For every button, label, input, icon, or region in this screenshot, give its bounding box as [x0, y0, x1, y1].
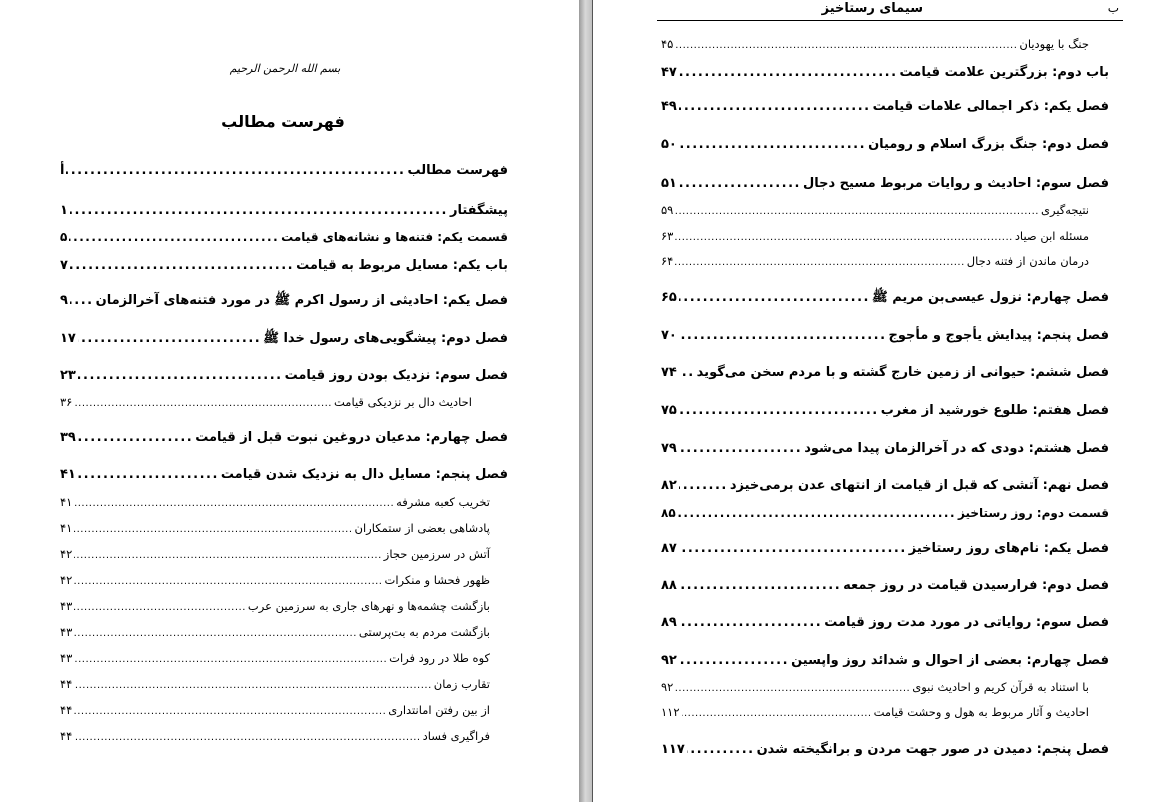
toc-subentry[interactable]: درمان ماندن از فتنه دجال ..... ۶۴ [661, 252, 1089, 272]
toc-entry[interactable]: فصل هفتم: طلوع خورشید از مغرب ..... ۷۵ [661, 402, 1109, 420]
toc-entry[interactable]: فصل سوم: احادیث و روایات مربوط مسیح دجال ..... ۵۱ [661, 175, 1109, 193]
running-title: سیمای رستاخیز [821, 1, 923, 16]
toc-entry[interactable]: باب یکم: مسایل مربوط به قیامت ..... ۷ [60, 257, 508, 275]
toc-subentry[interactable]: جنگ با یهودیان ..... ۴۵ [661, 35, 1089, 55]
toc-subentry[interactable]: احادیث دال بر نزدیکی قیامت ..... ۳۶ [60, 393, 472, 413]
toc-entry[interactable]: فصل سوم: روایاتی در مورد مدت روز قیامت ..... ۸۹ [661, 614, 1109, 632]
page-letter: ب [1107, 1, 1119, 15]
toc-entry[interactable]: فصل هشتم: دودی که در آخرالزمان پیدا می‌شود ..... ۷۹ [661, 440, 1109, 458]
toc-subentry[interactable]: پادشاهی بعضی از ستمکاران ..... ۴۱ [60, 519, 490, 539]
toc-entry[interactable]: فصل چهارم: مدعیان دروغین نبوت قبل از قیامت ..... ۳۹ [60, 429, 508, 447]
toc-entry[interactable]: فهرست مطالب ..... أ [60, 162, 508, 180]
toc-subentry[interactable]: تقارب زمان ..... ۴۴ [60, 675, 490, 695]
toc-entry[interactable]: فصل دوم: فرارسیدن قیامت در روز جمعه ..... ۸۸ [661, 577, 1109, 595]
right-page [593, 0, 1166, 802]
toc-subentry[interactable]: ظهور فحشا و منکرات ..... ۴۲ [60, 571, 490, 591]
toc-subentry[interactable]: با استناد به قرآن کریم و احادیث نبوی ..... ۹۲ [661, 678, 1089, 698]
toc-entry[interactable]: فصل ششم: حیوانی از زمین خارج گشته و با مردم سخن می‌گوید ..... ۷۴ [661, 364, 1109, 382]
bismillah: بسم الله الرحمن الرحیم [229, 62, 341, 75]
toc-entry[interactable]: قسمت یکم: فتنه‌ها و نشانه‌های قیامت ..... ۵ [60, 228, 508, 246]
book-gutter [579, 0, 593, 802]
toc-entry[interactable]: فصل چهارم: بعضی از احوال و شدائد روز واپسین ..... ۹۲ [661, 652, 1109, 670]
toc-entry[interactable]: قسمت دوم: روز رستاخیز ..... ۸۵ [661, 504, 1109, 522]
toc-subentry[interactable]: بازگشت مردم به بت‌پرستی ..... ۴۳ [60, 623, 490, 643]
toc-subentry[interactable]: کوه طلا در رود فرات ..... ۴۳ [60, 649, 490, 669]
left-page [0, 0, 579, 802]
toc-subentry[interactable]: مسئله ابن صیاد ..... ۶۳ [661, 227, 1089, 247]
toc-subentry[interactable]: احادیث و آثار مربوط به هول و وحشت قیامت ..... ۱۱۲ [661, 703, 1089, 723]
toc-entry[interactable]: فصل پنجم: پیدایش یأجوج و مأجوج ..... ۷۰ [661, 327, 1109, 345]
toc-entry[interactable]: فصل یکم: احادیثی از رسول اکرم ﷺ در مورد فتنه‌های آخرالزمان ..... ۹ [60, 292, 508, 310]
toc-subentry[interactable]: نتیجه‌گیری ..... ۵۹ [661, 201, 1089, 221]
toc-entry[interactable]: باب دوم: بزرگترین علامت قیامت ..... ۴۷ [661, 64, 1109, 82]
toc-entry[interactable]: پیشگفتار ..... ۱ [60, 202, 508, 220]
toc-entry[interactable]: فصل چهارم: نزول عیسی‌بن مریم ﷺ ..... ۶۵ [661, 289, 1109, 307]
toc-subentry[interactable]: فراگیری فساد ..... ۴۴ [60, 727, 490, 747]
toc-subentry[interactable]: بازگشت چشمه‌ها و نهرهای جاری به سرزمین عرب ..... ۴۳ [60, 597, 490, 617]
toc-entry[interactable]: فصل دوم: جنگ بزرگ اسلام و رومیان ..... ۵۰ [661, 136, 1109, 154]
toc-subentry[interactable]: تخریب کعبه مشرفه ..... ۴۱ [60, 493, 490, 513]
toc-subentry[interactable]: از بین رفتن امانتداری ..... ۴۴ [60, 701, 490, 721]
toc-title: فهرست مطالب [221, 112, 345, 131]
toc-entry[interactable]: فصل دوم: پیشگویی‌های رسول خدا ﷺ ..... ۱۷ [60, 330, 508, 348]
running-head [657, 0, 1123, 21]
toc-entry[interactable]: فصل پنجم: مسایل دال به نزدیک شدن قیامت ..... ۴۱ [60, 466, 508, 484]
toc-entry[interactable]: فصل سوم: نزدیک بودن روز قیامت ..... ۲۳ [60, 367, 508, 385]
toc-entry[interactable]: فصل پنجم: دمیدن در صور جهت مردن و برانگیخته شدن ..... ۱۱۷ [661, 741, 1109, 759]
toc-subentry[interactable]: آتش در سرزمین حجاز ..... ۴۲ [60, 545, 490, 565]
toc-entry[interactable]: فصل یکم: نام‌های روز رستاخیز ..... ۸۷ [661, 540, 1109, 558]
toc-entry[interactable]: فصل یکم: ذکر اجمالی علامات قیامت ..... ۴۹ [661, 98, 1109, 116]
toc-entry[interactable]: فصل نهم: آتشی که قبل از قیامت از انتهای عدن برمی‌خیزد ..... ۸۲ [661, 477, 1109, 495]
